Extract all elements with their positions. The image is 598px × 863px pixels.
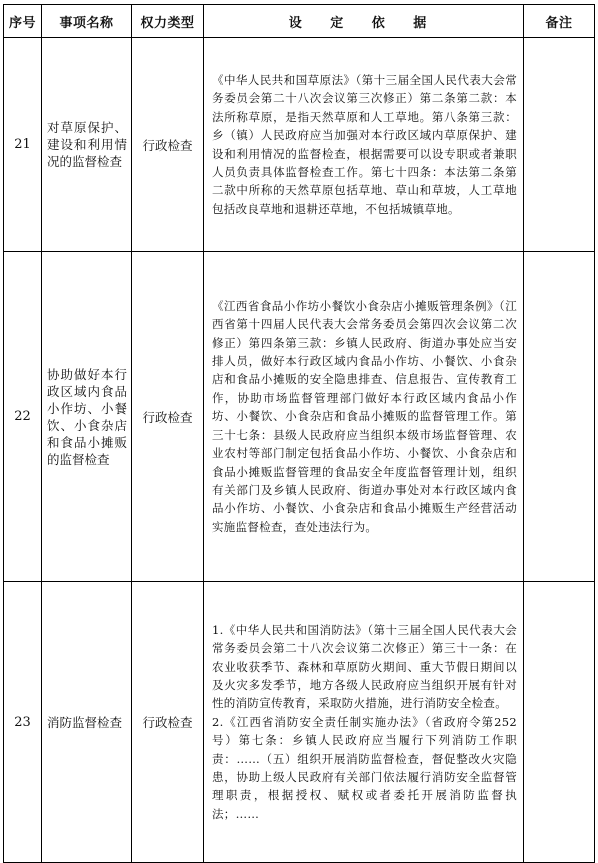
- basis-paragraph: 《中华人民共和国草原法》（第十三届全国人民代表大会常务委员会第二十八次会议第三次修正）第二条第二款：本法所称草原，是指天然草原和人工草地。第八条第三款：乡（镇）人民政府应当加强对本行政区域内草原保护、建设和利用情况的监督检查，根据需要可以设专职或者兼职人员负责具体监督检查工作。第七十四条：本法第二条第二款中所称的天然草原包括草地、草山和草坡，人工草地包括改良草地和退耕还草地，不包括城镇草地。: [212, 72, 517, 216]
- row-seq: 21: [4, 38, 42, 252]
- basis-paragraph: 1.《中华人民共和国消防法》（第十三届全国人民代表大会常务委员会第二十八次会议第二次修正）第三十一条：在农业收获季节、森林和草原防火期间、重大节假日期间以及火灾多发季节，地方各级人民政府应当组织开展有针对性的消防宣传教育，采取防火措施，进行消防安全检查。: [212, 622, 517, 711]
- basis-paragraph: 《江西省食品小作坊小餐饮小食杂店小摊贩管理条例》（江西省第十四届人民代表大会常务委员会第四次会议第二次修正）第四条第三款：乡镇人民政府、街道办事处应当安排人员，做好本行政区域内食品小作坊、小餐饮、小食杂店和食品小摊贩的安全隐患排查、信息报告、宣传教育工作，协助市场监督管理部门做好本行政区域内食品小作坊、小餐饮、小食杂店和食品小摊贩的监督管理工作。第三十七条：县级人民政府应当组织本级市场监督管理、农业农村等部门制定包括食品小作坊、小餐饮、小食杂店和食品小摊贩监督管理的食品安全年度监督管理计划，组织有关部门及乡镇人民政府、街道办事处对本行政区域内食品小作坊、小餐饮、小食杂店和食品小摊贩生产经营活动实施监督检查，查处违法行为。: [212, 298, 517, 534]
- header-basis: 设 定 依 据: [204, 5, 524, 38]
- row-basis: [204, 38, 524, 252]
- table-row: [4, 252, 595, 582]
- header-row: [4, 5, 595, 38]
- row-basis: [204, 582, 524, 863]
- row-power-type: 行政检查: [132, 252, 204, 582]
- row-remark: [524, 582, 595, 863]
- table-row: [4, 38, 595, 252]
- row-seq: 22: [4, 252, 42, 582]
- row-power-type: 行政检查: [132, 582, 204, 863]
- basis-paragraph: 2.《江西省消防安全责任制实施办法》（省政府令第252号）第七条：乡镇人民政府应当履行下列消防工作职责：……（五）组织开展消防监督检查，督促整改火灾隐患，协助上级人民政府有关部门依法履行消防安全监督管理职责，根据授权、赋权或者委托开展消防监督执法；……: [212, 714, 517, 821]
- row-item-name: 消防监督检查: [42, 582, 132, 863]
- header-item-name: 事项名称: [42, 5, 132, 38]
- row-power-type: 行政检查: [132, 38, 204, 252]
- header-seq: 序号: [4, 5, 42, 38]
- row-basis: [204, 252, 524, 582]
- row-seq: 23: [4, 582, 42, 863]
- row-remark: [524, 38, 595, 252]
- header-remark: 备注: [524, 5, 595, 38]
- row-item-name: 对草原保护、建设和利用情况的监督检查: [42, 38, 132, 252]
- table-row: [4, 582, 595, 863]
- row-remark: [524, 252, 595, 582]
- power-list-table: [3, 4, 595, 863]
- header-power-type: 权力类型: [132, 5, 204, 38]
- row-item-name: 协助做好本行政区域内食品小作坊、小餐饮、小食杂店和食品小摊贩的监督检查: [42, 252, 132, 582]
